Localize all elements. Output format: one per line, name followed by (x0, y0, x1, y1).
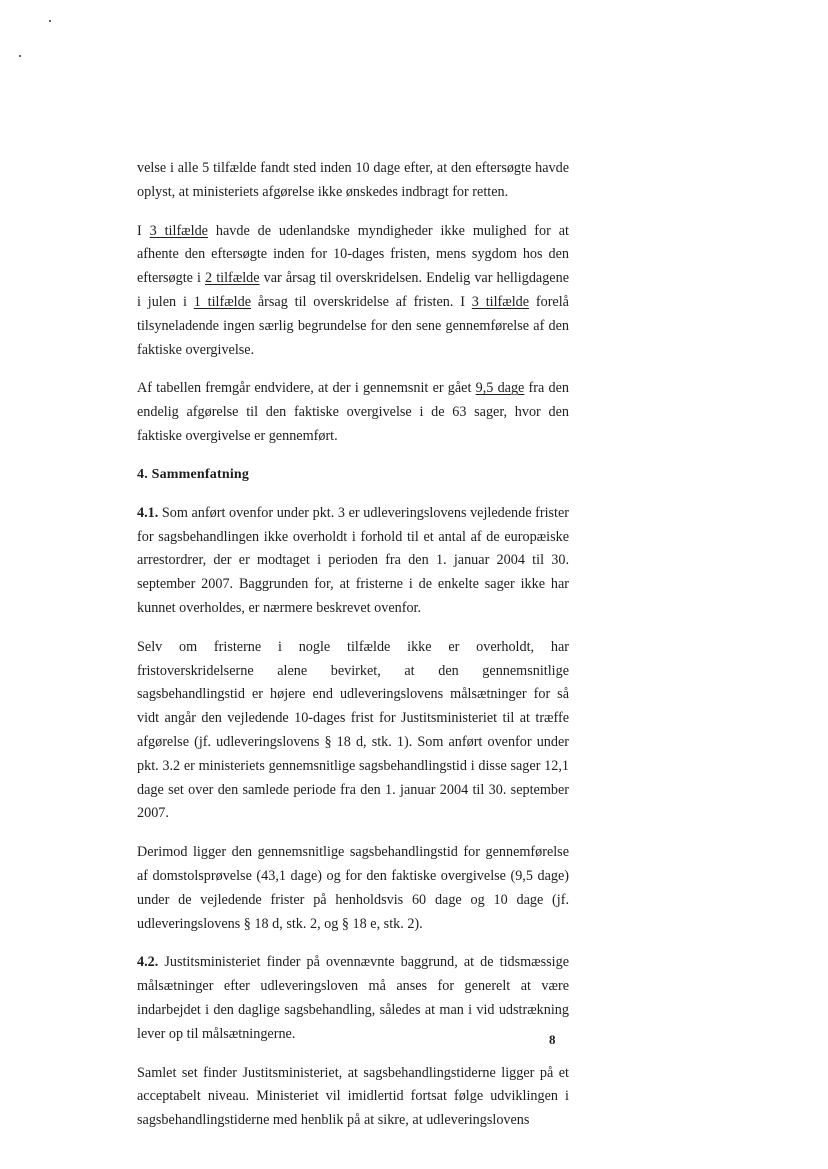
underlined-text: 1 tilfælde (193, 293, 252, 310)
page-number: 8 (549, 1032, 556, 1047)
section-heading: 4. Sammenfatning (137, 466, 250, 482)
paragraph: Derimod ligger den gennemsnitlige sagsbehandlingstid for gennemførelse af domstolsprøvelse (43,1 dage) og for den faktiske overgivelse (9,5 dage) under de vejledende frister på henholdsvis 60 dage og 10 dage (jf. udleveringslovens § 18 d, stk. 2, og § 18 e, stk. 2). (137, 844, 569, 932)
underlined-text: 9,5 dage (475, 380, 525, 397)
paragraph: 4.2. Justitsministeriet finder på ovennævnte baggrund, at de tidsmæssige målsætninger efter udleveringsloven må anses for generelt at være indarbejdet i den daglige sagsbehandling, således at man i vid udstrækning lever op til målsætningerne. (137, 954, 569, 1042)
document-page (137, 157, 569, 1133)
paragraph: Samlet set finder Justitsministeriet, at sagsbehandlingstiderne ligger på et acceptabelt niveau. Ministeriet vil imidlertid fortsat følge udviklingen i sagsbehandlingstiderne med henblik på at sikre, at udleveringslovens (137, 1064, 569, 1129)
underlined-text: 3 tilfælde (471, 293, 530, 310)
paragraph: 4.1. Som anført ovenfor under pkt. 3 er udleveringslovens vejledende frister for sagsbehandlingen ikke overholdt i forhold til et antal af de europæiske arrestordrer, der er modtaget i perioden fra den 1. januar 2004 til 30. september 2007. Baggrunden for, at fristerne i de enkelte sager ikke har kunnet overholdes, er nærmere beskrevet ovenfor. (137, 504, 569, 616)
paragraph: Selv om fristerne i nogle tilfælde ikke er overholdt, har fristoverskridelserne alene bevirket, at den gennemsnitlige sagsbehandlingstid er højere end udleveringslovens målsætninger for så vidt angår den vejledende 10-dages frist for Justitsministeriet til at træffe afgørelse (jf. udleveringslovens § 18 d, stk. 1). Som anført ovenfor under pkt. 3.2 er ministeriets gennemsnitlige sagsbehandlingstid i disse sager 12,1 dage set over den samlede periode fra den 1. januar 2004 til 30. september 2007. (137, 638, 569, 822)
scan-speck (49, 20, 51, 22)
section-number: 4.1. (137, 504, 159, 521)
paragraph: Af tabellen fremgår endvidere, at der i gennemsnit er gået 9,5 dage fra den endelig afgørelse til den faktiske overgivelse i de 63 sager, hvor den faktiske overgivelse er gennemført. (137, 380, 569, 444)
underlined-text: 2 tilfælde (205, 270, 260, 287)
paragraph: velse i alle 5 tilfælde fandt sted inden 10 dage efter, at den eftersøgte havde oplyst, at ministeriets afgørelse ikke ønskedes indbragt for retten. (137, 160, 569, 200)
section-number: 4.2. (137, 954, 159, 971)
paragraph: I 3 tilfælde havde de udenlandske myndigheder ikke mulighed for at afhente den eftersøgte inden for 10-dages fristen, mens sygdom hos den eftersøgte i 2 tilfælde var årsag til overskridelsen. Endelig var helligdagene i julen i 1 tilfælde årsag til overskridelse af fristen. I 3 tilfælde forelå tilsyneladende ingen særlig begrundelse for den sene gennemførelse af den faktiske overgivelse. (137, 222, 569, 358)
underlined-text: 3 tilfælde (149, 222, 208, 239)
scan-speck (19, 55, 21, 57)
